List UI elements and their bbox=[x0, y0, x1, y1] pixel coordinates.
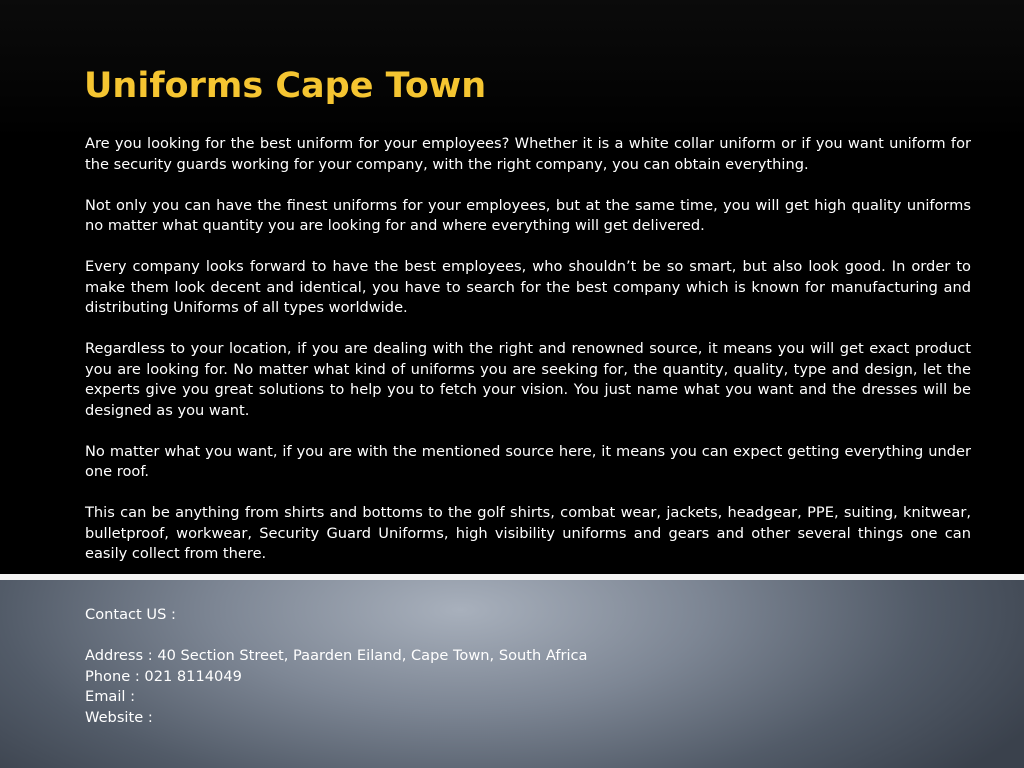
website-line bbox=[85, 708, 971, 729]
phone-line bbox=[85, 667, 971, 688]
paragraph-quality: Not only you can have the finest uniforms for your employees, but at the same time, you will get high quality uniforms no matter what quantity you are looking for and where everything will get delivered. bbox=[85, 196, 971, 234]
paragraph-one-roof: No matter what you want, if you are with the mentioned source here, it means you can expect getting everything under one roof. bbox=[85, 442, 971, 480]
address-line bbox=[85, 646, 971, 667]
contact-block bbox=[85, 605, 971, 728]
body-text bbox=[85, 134, 971, 565]
phone-value: 021 8114049 bbox=[144, 667, 242, 685]
paragraph-intro: Are you looking for the best uniform for your employees? Whether it is a white collar uniform or if you want uniform for the security guards working for your company, with the right company, you can obtain everything. bbox=[85, 135, 971, 173]
paragraph-employees: Every company looks forward to have the best employees, who shouldn’t be so smart, but also look good. In order to make them look decent and identical, you have to search for the best company which is known for manufacturing and distributing Uniforms of all types worldwide. bbox=[85, 258, 971, 316]
email-label: Email : bbox=[85, 688, 136, 705]
website-label: Website : bbox=[85, 708, 153, 726]
contact-spacer bbox=[85, 626, 971, 647]
email-line bbox=[85, 687, 971, 708]
address-value: 40 Section Street, Paarden Eiland, Cape Town, South Africa bbox=[157, 647, 588, 664]
paragraph-location: Regardless to your location, if you are dealing with the right and renowned source, it means you will get exact product you are looking for. No matter what kind of uniforms you are seeking for, the quantity, quality, type and design, let the experts give you great solutions to help you to fetch your vision. You just name what you want and the dresses will be designed as you want. bbox=[85, 340, 971, 419]
page-title: Uniforms Cape Town bbox=[84, 66, 487, 106]
paragraph-products: This can be anything from shirts and bottoms to the golf shirts, combat wear, jackets, headgear, PPE, suiting, knitwear, bulletproof, workwear, Security Guard Uniforms, high visibility uniforms and gears and other several things one can easily collect from there. bbox=[85, 504, 971, 562]
address-label: Address : bbox=[85, 647, 158, 664]
phone-label: Phone : bbox=[85, 667, 145, 685]
contact-heading: Contact US : bbox=[85, 606, 176, 623]
